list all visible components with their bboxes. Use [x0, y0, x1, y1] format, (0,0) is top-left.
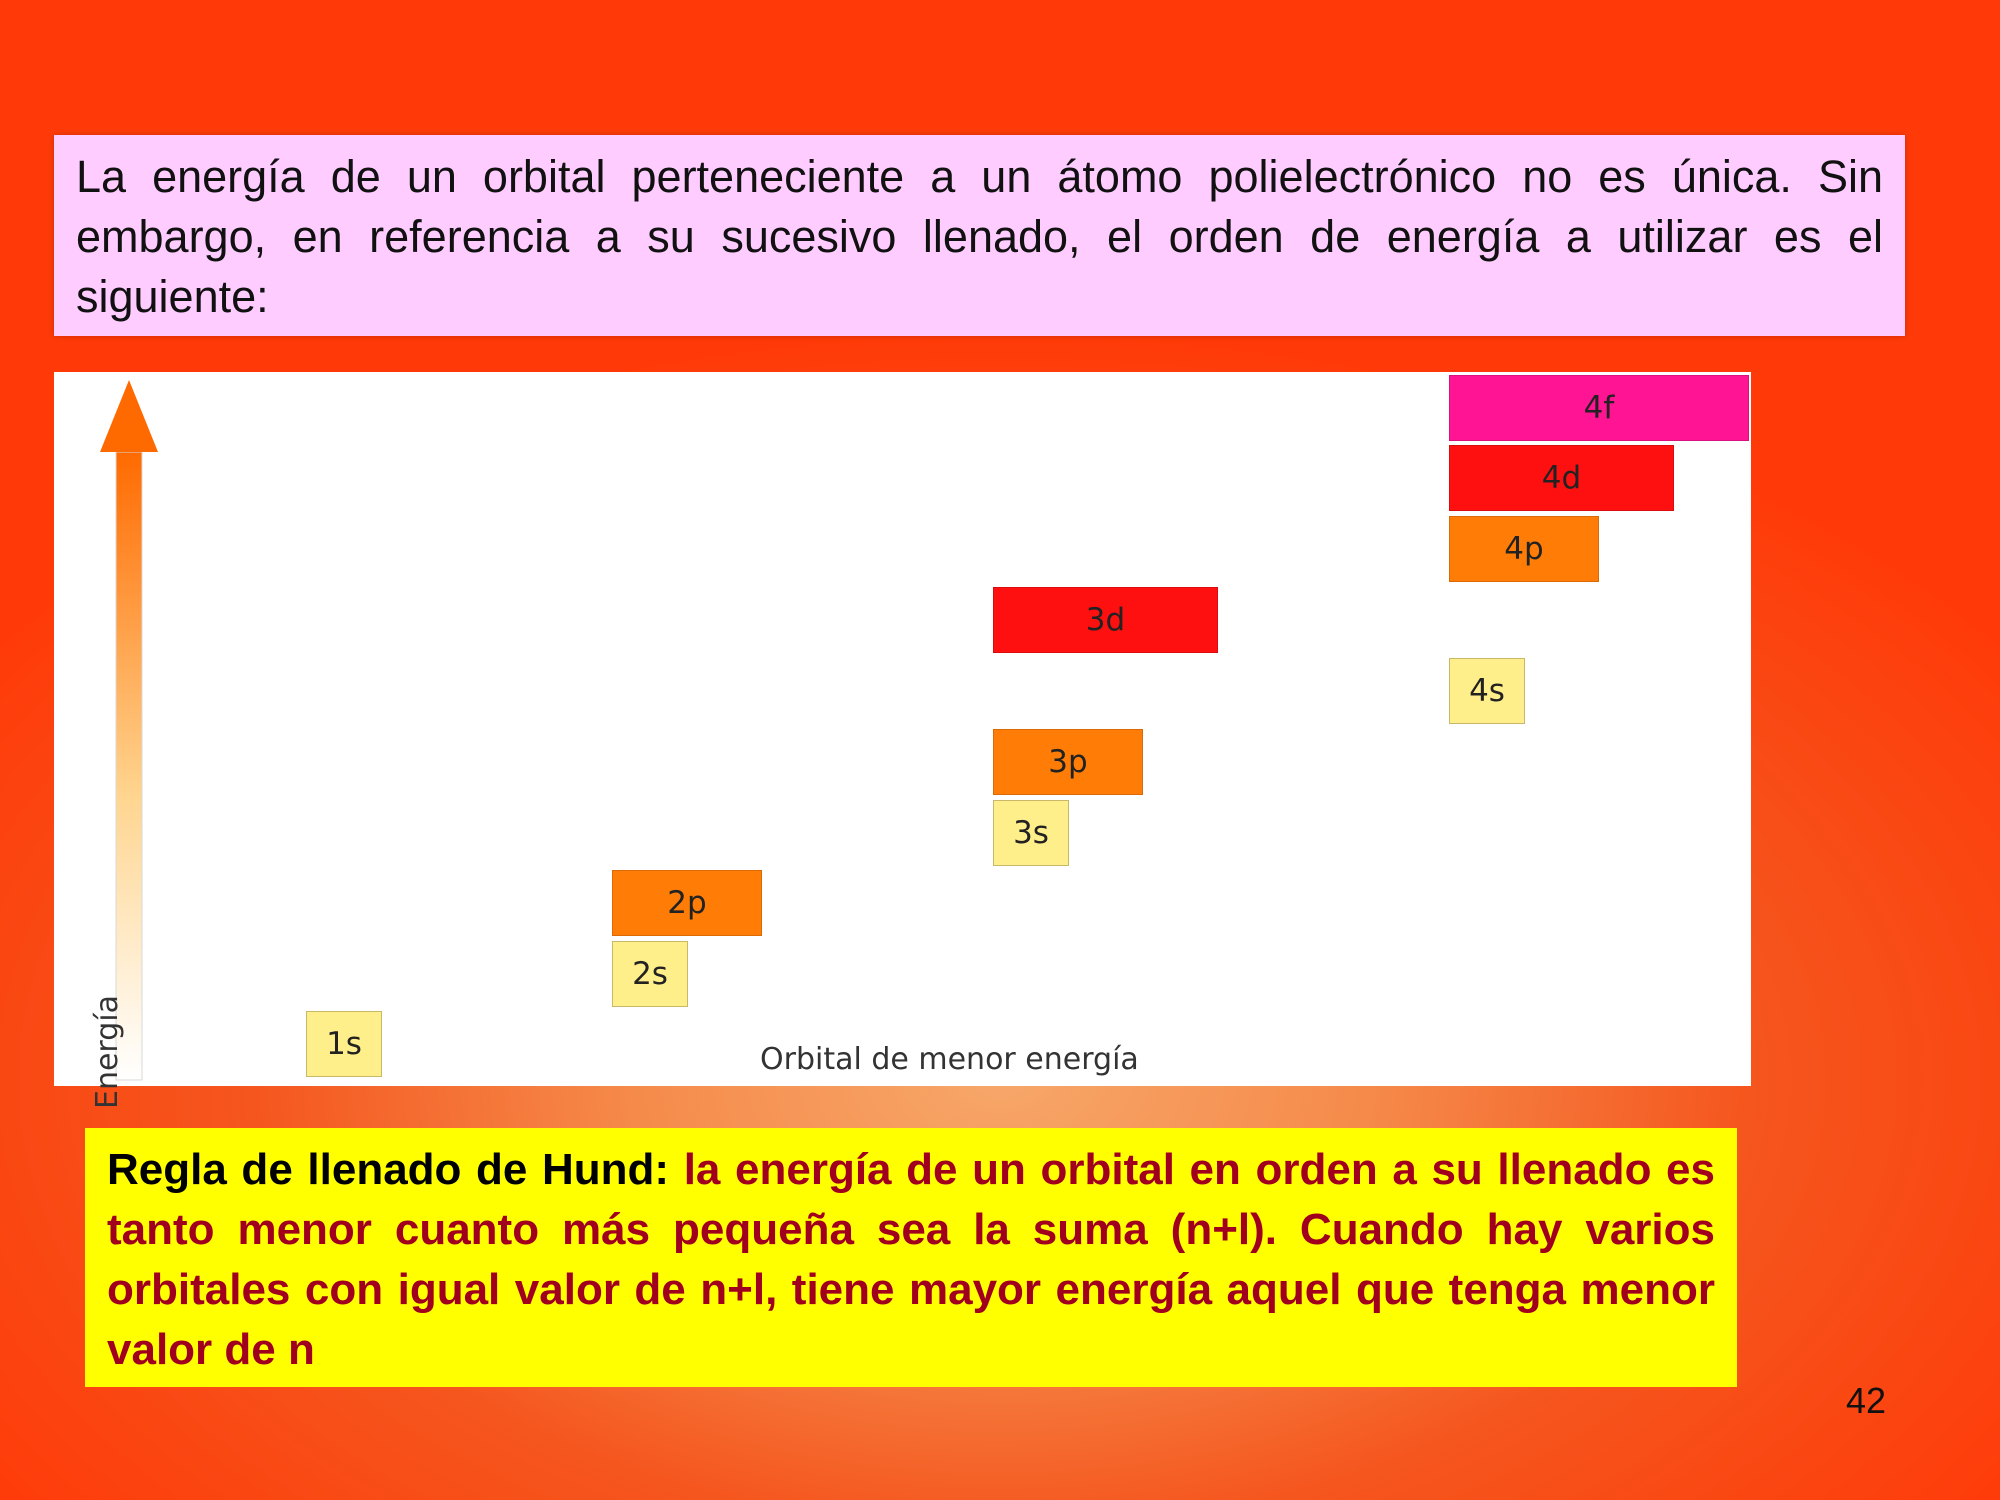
y-axis-label: Energía	[90, 995, 125, 1109]
energy-arrow-icon	[100, 380, 158, 1080]
orbital-box-1s: 1s	[306, 1011, 382, 1077]
x-axis-label: Orbital de menor energía	[760, 1042, 1139, 1077]
rule-separator: :	[654, 1145, 684, 1194]
rule-text: la energía de un orbital en orden a su llenado es tanto menor cuanto más pequeña sea la suma (n+l). Cuando hay varios orbitales con igual valor de n+l, tiene mayor energía aquel que tenga menor valor de n	[107, 1145, 1715, 1374]
orbital-box-3p: 3p	[993, 729, 1143, 795]
orbital-box-4d: 4d	[1449, 445, 1674, 511]
intro-text: La energía de un orbital perteneciente a un átomo polielectrónico no es única. Sin embargo, en referencia a su sucesivo llenado, el orden de energía a utilizar es el siguiente:	[76, 151, 1883, 322]
orbital-box-4s: 4s	[1449, 658, 1525, 724]
orbital-energy-diagram	[54, 372, 1751, 1109]
orbital-box-4p: 4p	[1449, 516, 1599, 582]
page-number: 42	[1845, 1380, 1887, 1421]
orbital-box-2p: 2p	[612, 870, 762, 936]
orbital-box-3s: 3s	[993, 800, 1069, 866]
orbital-box-4f: 4f	[1449, 375, 1749, 441]
intro-text-box	[54, 135, 1905, 336]
hund-rule-box	[85, 1128, 1737, 1387]
orbital-box-3d: 3d	[993, 587, 1218, 653]
orbital-box-2s: 2s	[612, 941, 688, 1007]
rule-title: Regla de llenado de Hund	[107, 1145, 655, 1194]
